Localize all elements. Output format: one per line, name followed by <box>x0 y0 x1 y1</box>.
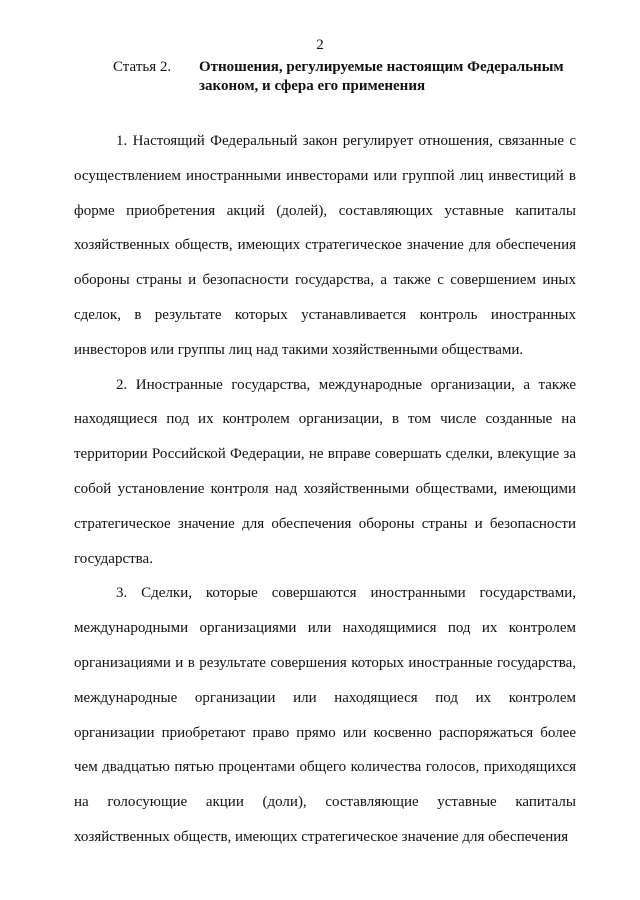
article-number: Статья 2. <box>113 59 172 75</box>
article-body <box>74 124 576 855</box>
paragraph-1: 1. Настоящий Федеральный закон регулирует отношения, связанные с осуществлением иностранными инвесторами или группой лиц инвестиций в форме приобретения акций (долей), составляющих уставные капиталы хозяйственных обществ, имеющих стратегическое значение для обеспечения обороны страны и безопасности государства, а также с совершением иных сделок, в результате которых устанавливается контроль иностранных инвесторов или группы лиц над такими хозяйственными обществами. <box>74 133 576 358</box>
page-number: 2 <box>316 37 324 53</box>
paragraph-2: 2. Иностранные государства, международные организации, а также находящиеся под их контролем организации, в том числе созданные на территории Российской Федерации, не вправе совершать сделки, влекущие за собой установление контроля над хозяйственными обществами, имеющими стратегическое значение для обеспечения обороны страны и безопасности государства. <box>74 376 576 567</box>
paragraph-3: 3. Сделки, которые совершаются иностранными государствами, международными организациями или находящимися под их контролем организациями и в результате совершения которых иностранные государства, международные организации или находящиеся под их контролем организации приобретают право прямо или косвенно распоряжаться более чем двадцатью пятью процентами общего количества голосов, приходящихся на голосующие акции (доли), составляющие уставные капиталы хозяйственных обществ, имеющих стратегическое значение для обеспечения <box>74 585 576 845</box>
article-title: Отношения, регулируемые настоящим Федеральным законом, и сфера его применения <box>199 59 564 94</box>
